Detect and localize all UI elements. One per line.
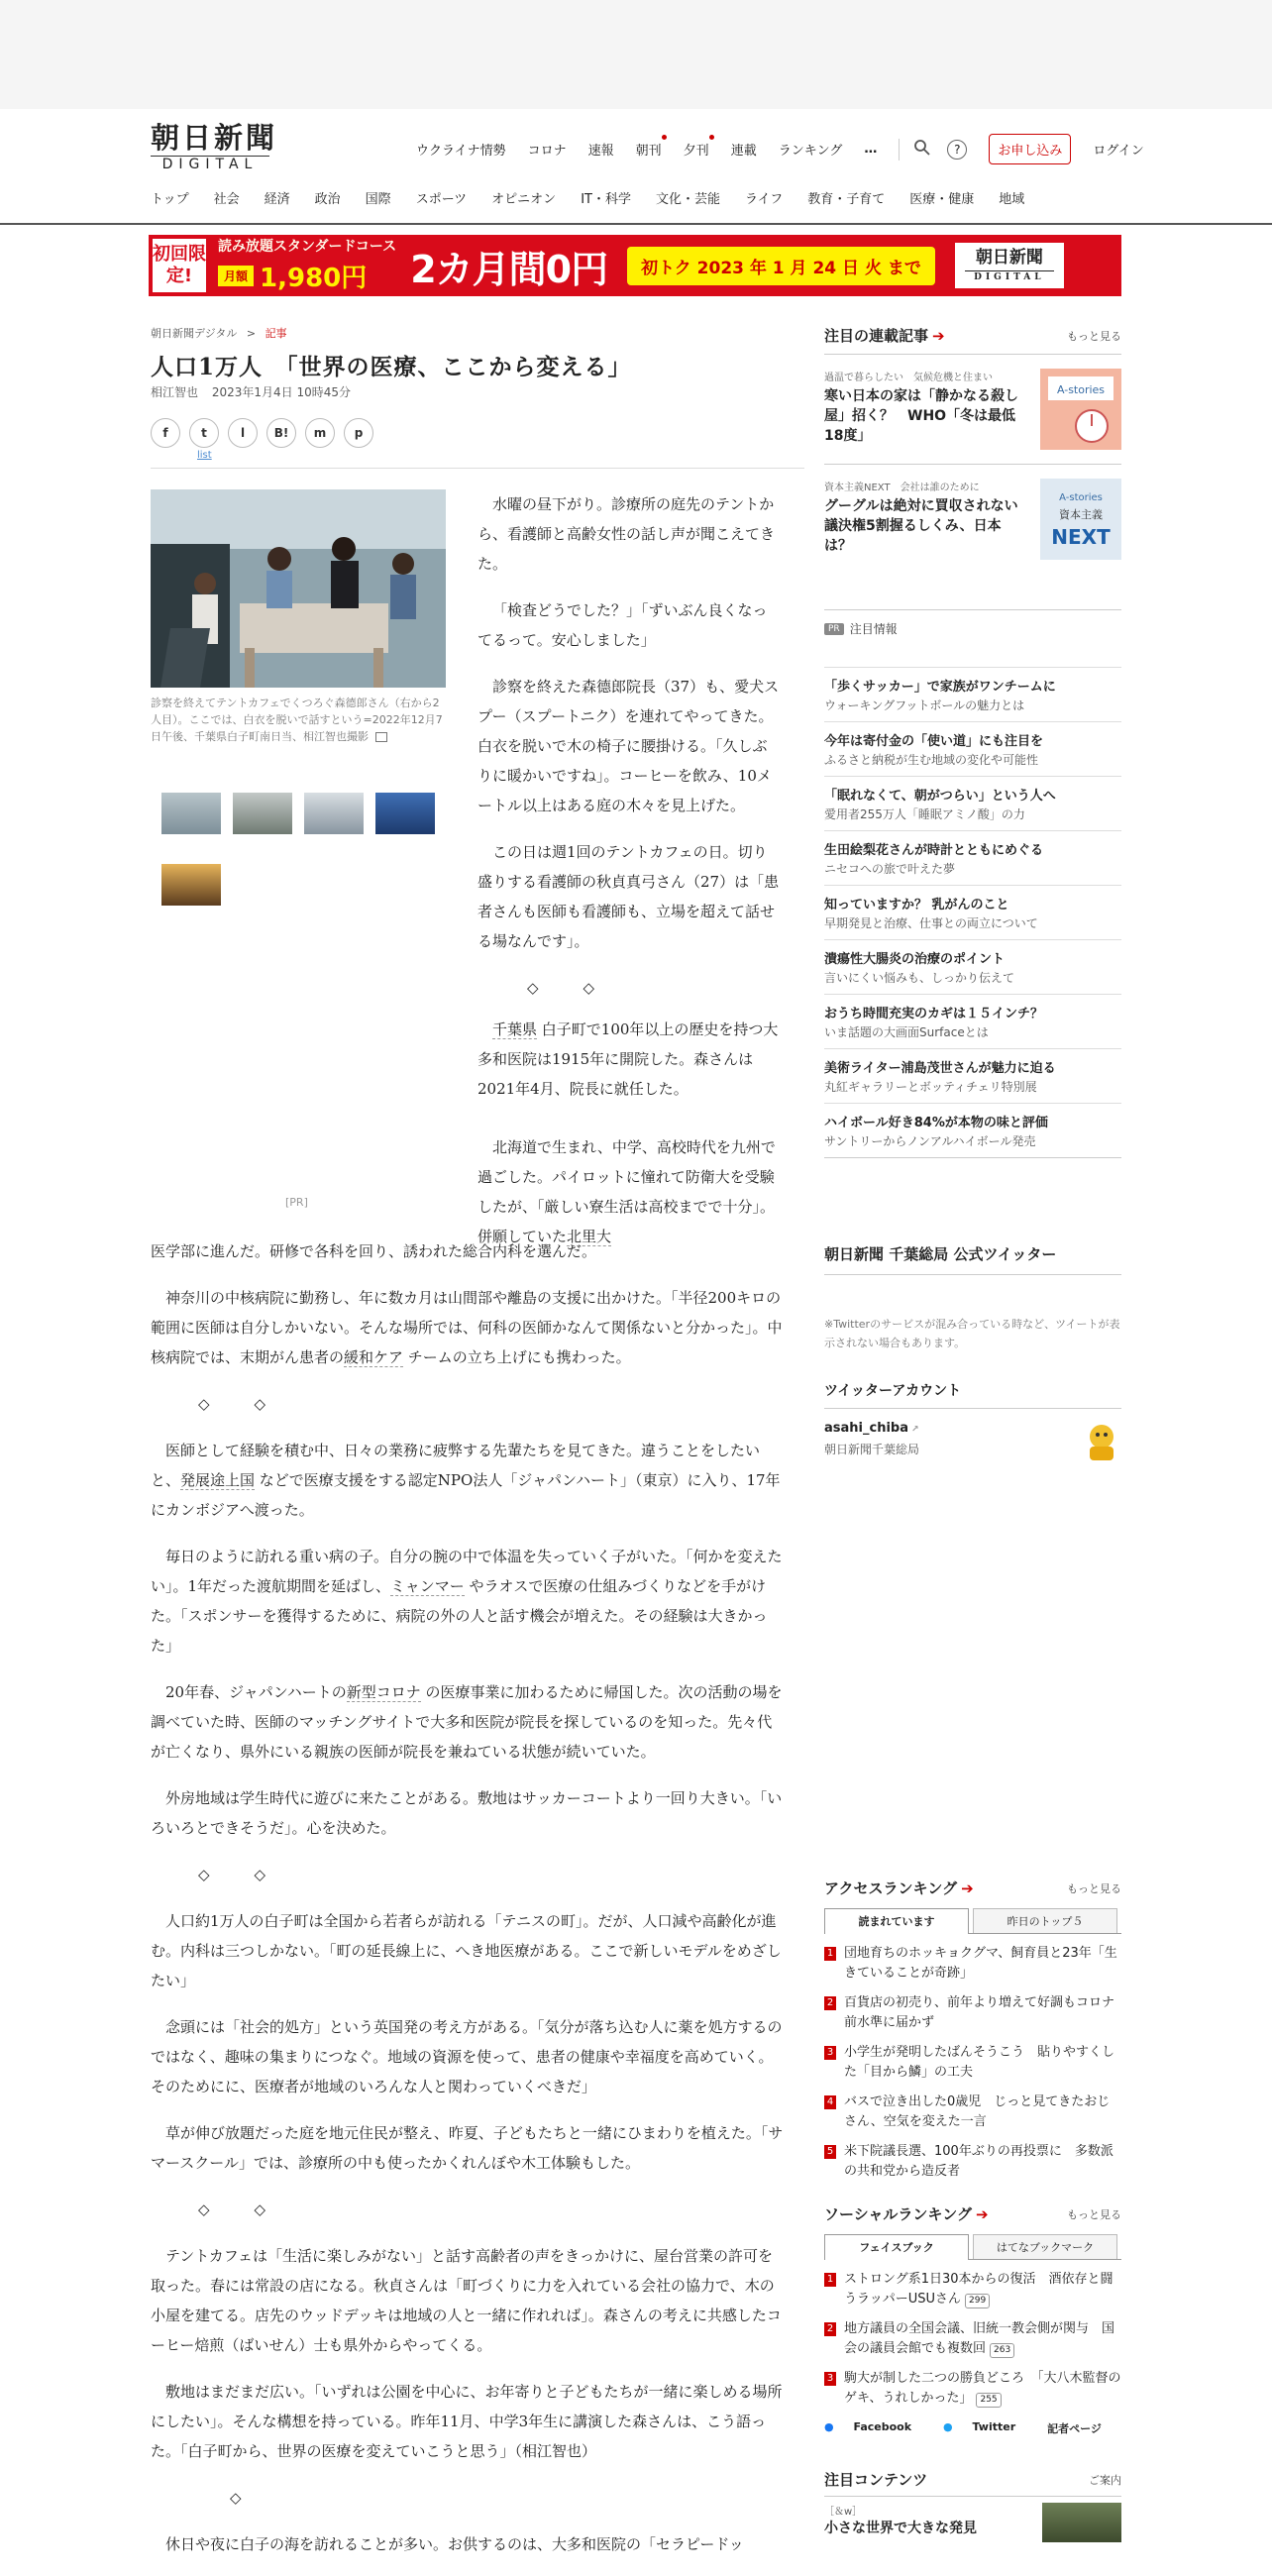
breadcrumb-current[interactable]: 記事 [265,327,287,340]
paragraph-8-text-b: などで医療支援をする認定NPO法人「ジャパンハート」（東京）に入り、17年にカンボジアへ渡った。 [151,1471,781,1519]
paragraph-6-head [477,1132,781,1251]
banner-price: 1,980円 [260,263,368,293]
site-header [0,109,1272,225]
twitter-link[interactable] [943,2420,1031,2436]
ad-headline: 潰瘍性大腸炎の治療のポイント [824,952,1006,967]
paragraph-17: 休日や夜に白子の海を訪れることが多い。お供するのは、大多和医院の「セラピードッ [165,2535,744,2553]
main-nav-society[interactable]: 社会 [213,192,240,207]
ranking-item-title: 米下院議長選、100年ぶりの再投票に 多数派の共和党から造反者 [844,2144,1113,2179]
ranking-item-title: 団地育ちのホッキョクグマ、飼育員と23年「生きていることが奇跡」 [844,1946,1117,1981]
share-count: 299 [965,2294,990,2308]
main-nav-international[interactable]: 国際 [365,192,391,207]
featured-headline: 小さな世界で大きな発見 [824,2521,977,2536]
svg-text:A-stories: A-stories [1056,383,1106,396]
paragraph-8-text-a: 医師として経験を積む中、日々の業務に疲弊する先輩たちを見てきた。違うことをしたいと、 [151,1442,761,1489]
top-nav [416,134,1144,164]
twitter-handle[interactable] [824,1421,919,1436]
twitter-share-icon[interactable]: t [189,418,219,448]
ranking-item-title: 百貨店の初売り、前年より増えて好調もコロナ前水準に届かず [844,1995,1115,2030]
paragraph-13: 念頭には「社会的処方」という英国発の考え方がある。「気分が落ち込む人に薬を処方するのではなく、趣味の集まりにつなぐ。地域の資源を使って、患者の健康や幸福度を高めていく。そのためにに、医療者が地域のいろんな人と関わっていくべきだ」 [151,2018,783,2095]
nav-breaking[interactable]: 速報 [587,144,614,159]
ranking-item[interactable] [824,2142,1121,2182]
rank-badge: 3 [824,2046,836,2060]
twitter-note: ※Twitterのサービスが混み合っている時など、ツイートが表示されない場合もあります。 [824,1318,1120,1349]
paragraph-7-text-b: チームの立ち上げにも携わった。 [403,1348,631,1366]
twitter-avatar[interactable] [1082,1421,1121,1464]
attention-header [824,610,1121,667]
social-ranking-title-link[interactable] [824,2203,989,2224]
rank-badge: 3 [824,2372,836,2386]
ads-rule-bottom [824,1157,1121,1158]
banner-logo-sub: DIGITAL [965,270,1054,283]
series-item-1-headline: 寒い日本の家は「静かなる殺し屋」招く？ WHO「冬は最低18度」 [824,388,1018,444]
series-item-1[interactable] [824,369,1121,450]
logo-sub-text: DIGITAL [151,156,269,172]
thumbnail-4[interactable] [375,793,435,834]
featured-title: 注目コンテンツ [824,2471,928,2489]
series-item-2[interactable] [824,479,1121,560]
series-rule [824,354,1121,355]
rank-badge: 2 [824,2322,836,2336]
arrow-right-icon: ➔ [975,2205,989,2223]
paragraph-10-text-b: の医療事業に加わるために帰国した。次の活動の場を調べていた時、医師のマッチングサイトで大多和医院が院長を探しているのを知った。先々代が亡くなり、県外にいる親族の医師が院長を兼ねている状態が続いていた。 [151,1683,783,1761]
paragraph-9 [151,1542,785,1661]
twitter-link-text: Twitter [972,2420,1016,2433]
facebook-link[interactable] [824,2420,927,2436]
sidebar-social-ranking [824,2203,1121,2436]
article-title: 人口1万人 「世界の医療、ここから変える」 [151,354,632,380]
reporter-page-link[interactable]: 記者ページ [1047,2422,1102,2435]
article-body-p6-top [477,1132,781,1251]
tab-yesterday-top5[interactable]: 昨日のトップ５ [973,1908,1117,1933]
main-nav-life[interactable]: ライフ [744,192,784,207]
ad-sub: 言いにくい悩みも、しっかり伝えて [824,971,1015,985]
thumbnail-1[interactable] [161,793,221,834]
rank-badge: 1 [824,1947,836,1961]
main-nav-opinion[interactable]: オピニオン [491,192,557,207]
article-byline [151,383,351,400]
section-divider: ◇ ◇ [527,979,595,997]
access-ranking-title: アクセスランキング [824,1879,958,1897]
breadcrumb-site[interactable]: 朝日新聞デジタル [151,327,238,340]
section-divider: ◇ ◇ [198,2200,266,2218]
paragraph-2: 「検査どうでした？」「ずいぶん良くなってるって。安心しました」 [477,601,768,649]
thumbnail-2[interactable] [233,793,292,834]
login-link[interactable]: ログイン [1093,144,1144,159]
paragraph-10 [151,1677,785,1767]
nav-morning[interactable]: 朝刊 [636,140,662,159]
main-nav-sports[interactable]: スポーツ [415,192,468,207]
ad-sub: 丸紅ギャラリーとボッティチェリ特別展 [824,1080,1037,1094]
sidebar-featured [824,2469,1121,2542]
section-divider: ◇ ◇ [198,1866,266,1883]
svg-text:資本主義: 資本主義 [1059,508,1103,521]
series-item-2-headline: グーグルは絶対に買収されない 議決権5割握るしくみ、日本は？ [824,498,1032,554]
article-author[interactable]: 相江智也 [151,385,199,399]
social-tabs [824,2234,1121,2260]
main-nav-top[interactable]: トップ [151,192,189,207]
main-nav-politics[interactable]: 政治 [314,192,341,207]
ad-headline: 美術ライター浦島茂世さんが魅力に迫る [824,1061,1056,1076]
ad-sub: ふるさと納税が生む地域の変化や可能性 [824,753,1039,767]
access-ranking-header [824,1878,1121,1898]
ad-headline: 生田絵梨花さんが時計とともにめぐる [824,843,1044,858]
series-title: 注目の連載記事 [824,327,929,345]
logo-main-text: 朝日新聞 [151,121,278,155]
ranking-item[interactable] [824,2093,1121,2132]
list-label[interactable]: list [197,450,212,461]
paragraph-12: 人口約1万人の白子町は全国から若者らが訪れる「テニスの町」。だが、人口減や高齢化が進む。内科は三つしかない。「町の延長線上に、へき地医療がある。ここで新しいモデルをめざしたい」 [151,1912,782,1989]
main-nav-economy[interactable]: 経済 [264,192,290,207]
featured-label: ［＆w］ [824,2507,863,2518]
access-tabs [824,1908,1121,1934]
banner-monthly-tag: 月額 [218,266,254,286]
series-item-2-thumbnail[interactable] [1040,479,1121,560]
social-more-link[interactable]: もっと見る [1067,2207,1121,2221]
social-footer-links [824,2420,1121,2436]
paragraph-16: 敷地はまだまだ広い。「いずれは公園を中心に、お年寄りと子どもたちが一緒に楽しめる場所にしたい」。そんな構想を持っている。昨年11月、中学3年生に講演した森さんは、こう語った。「白子町から、世界の医療を変えていこうと思う」（相江智也） [151,2383,783,2460]
main-nav-health[interactable]: 医療・健康 [909,192,975,207]
paragraph-1: 水曜の昼下がり。診療所の庭先のテントから、看護師と高齢女性の話し声が聞こえてきた。 [477,495,776,573]
share-count: 255 [976,2393,1001,2408]
sidebar-twitter [824,1243,1121,1464]
access-ranking-title-link[interactable] [824,1878,974,1898]
ad-item[interactable] [824,1048,1121,1103]
top-margin [0,0,1272,109]
svg-text:A-stories: A-stories [1059,492,1103,503]
gallery-icon[interactable] [375,732,387,742]
social-item-title: 地方議員の全国会議、旧統一教会側が関与 国会の議員会館でも複数回 [844,2321,1115,2356]
section-divider-single: ◇ [230,2489,242,2507]
twitter-account-rule [824,1408,1121,1409]
ad-headline: 「眠れなくて、朝がつらい」という人へ [824,789,1056,804]
paragraph-15: テントカフェは「生活に楽しみがない」と話す高齢者の声をきっかけに、屋台営業の許可を取った。春には常設の店になる。秋貞さんは「町づくりに力を入れている会社の協力で、木の小屋を建てる。店先のウッドデッキは地域の人と一緒に作れれば」。森さんの考えに共感したコーヒー焙煎（ばいせん）士も県外からやってくる。 [151,2247,782,2354]
social-ranking-item[interactable] [824,2319,1121,2359]
featured-info-link[interactable]: ご案内 [1089,2473,1121,2487]
facebook-link-text: Facebook [853,2420,912,2433]
svg-text:NEXT: NEXT [1051,525,1111,549]
section-divider: ◇ ◇ [198,1395,266,1413]
breadcrumb [151,325,287,341]
rank-badge: 2 [824,1996,836,2010]
ad-sub: 愛用者255万人「睡眠アミノ酸」の力 [824,807,1025,821]
facebook-share-icon[interactable]: f [151,418,180,448]
nav-corona[interactable]: コロナ [527,144,567,159]
ad-headline: 知っていますか？ 乳がんのこと [824,898,1009,912]
search-icon[interactable] [913,139,931,161]
signup-button[interactable]: お申し込み [989,134,1071,164]
link-developing-countries[interactable]: 発展途上国 [180,1471,256,1489]
photo-caption [151,695,446,745]
twitter-account[interactable] [824,1421,1121,1464]
facebook-icon: ● [824,2420,834,2433]
paragraph-4: この日は週1回のテントカフェの日。切り盛りする看護師の秋貞真弓さん（27）は「患者さんも医師も看護師も、立場を超えて話せる場なんです」。 [477,843,780,950]
series-more-link[interactable]: もっと見る [1067,329,1121,343]
pr-label: [PR] [285,1196,308,1209]
ad-headline: ハイボール好き84%が本物の味と評価 [824,1116,1048,1130]
article-body-right [477,489,781,1121]
main-nav [151,188,1024,207]
article-main-photo[interactable] [151,489,446,688]
main-nav-it-science[interactable]: IT・科学 [581,192,631,207]
nav-ukraine[interactable]: ウクライナ情勢 [416,144,506,159]
ad-item[interactable] [824,885,1121,939]
paragraph-3: 診察を終えた森德郎院長（37）も、愛犬スプー（スプートニク）を連れてやってきた。白衣を脱いで木の椅子に腰掛ける。「久しぶりに暖かいですね」。コーヒーを飲み、10メートル以上はある庭の木々を見上げた。 [477,678,780,814]
ranking-item-title: 小学生が発明したばんそうこう 貼りやすくした「目から鱗」の工夫 [844,2045,1115,2080]
social-ranking-item[interactable] [824,2369,1121,2409]
twitter-handle-text: asahi_chiba [824,1421,908,1436]
nav-series[interactable]: 連載 [730,144,757,159]
ad-sub: 早期発見と治療、仕事との両立について [824,916,1038,930]
pr-badge: PR [824,623,844,635]
ranking-item[interactable] [824,1944,1121,1984]
external-link-icon: ↗ [911,1425,919,1435]
featured-header [824,2469,1121,2490]
list-save-icon[interactable]: l [228,418,258,448]
thumbnail-3[interactable] [304,793,364,834]
sidebar-access-ranking [824,1878,1121,2182]
paragraph-10-text-a: 20年春、ジャパンハートの [165,1683,347,1701]
paragraph-7-text-a: 神奈川の中核病院に勤務し、年に数カ月は山間部や離島の支援に出かけた。「半径200キロの範囲に医師は自分しかいない。そんな場所では、何科の医師かなんて関係ないと分かった」。中核病院では、末期がん患者の [151,1289,783,1366]
arrow-right-icon: ➔ [961,1879,974,1897]
twitter-rule [824,1274,1121,1275]
paragraph-9-text-b: やラオスで医療の仕組みづくりなどを手がけた。「スポンサーを獲得するために、病院の外の人と話す機会が増えた。その経験は大きかった」 [151,1577,768,1655]
photo-caption-text: 診察を終えてテントカフェでくつろぐ森德郎さん（右から2人目）。ここでは、白衣を脱いで話すという=2022年12月7日午後、千葉県白子町南日当、相江智也撮影 [151,697,443,743]
link-kitasato[interactable]: 北里大 [567,1228,612,1245]
link-covid[interactable]: 新型コロナ [346,1683,421,1701]
series-header [824,325,1121,346]
article-divider [151,468,804,469]
paragraph-11: 外房地域は学生時代に遊びに来たことがある。敷地はサッカーコートより一回り大きい。「いろいろとできそうだ」。心を決めた。 [151,1789,783,1837]
social-ranking-title: ソーシャルランキング [824,2205,972,2223]
main-nav-culture[interactable]: 文化・芸能 [655,192,720,207]
tab-facebook[interactable]: フェイスブック [824,2234,969,2260]
paragraph-9-text-a: 毎日のように訪れる重い病の子。自分の腕の中で体温を失っていく子がいた。「何かを変えたい」。1年だった渡航期間を延ばし、 [151,1548,783,1595]
nav-ranking[interactable]: ランキング [778,144,843,159]
paragraph-6-tail: 医学部に進んだ。研修で各科を回り、誘われた総合内科を選んだ。 [151,1242,597,1260]
social-ranking-item[interactable] [824,2270,1121,2309]
ad-item[interactable] [824,721,1121,776]
article-date: 2023年1月4日 10時45分 [211,385,352,399]
sidebar-series [824,325,1121,560]
subscription-banner[interactable] [149,235,1121,296]
link-myanmar[interactable]: ミャンマー [390,1577,465,1595]
twitter-section-title [824,1243,1121,1264]
ad-sub: サントリーからノンアルハイボール発売 [824,1134,1036,1148]
paragraph-5 [477,1015,781,1104]
ad-headline: 今年は寄付金の「使い道」にも注目を [824,734,1044,749]
banner-logo [955,243,1064,288]
ranking-item[interactable] [824,2043,1121,2083]
twitter-account-name: 朝日新聞千葉総局 [824,1443,920,1456]
twitter-account-title [824,1380,1121,1400]
sidebar-attention [824,609,1121,1158]
social-ranking-header [824,2203,1121,2224]
ad-item[interactable] [824,994,1121,1048]
series-rule-2 [824,464,1121,465]
ad-item[interactable] [824,1103,1121,1157]
ad-headline: 「歩くサッカー」で家族がワンチームに [824,680,1056,695]
series-item-1-series: 過温で暮らしたい 気候危機と住まい [824,373,993,383]
ad-headline: おうち時間充実のカギは１５インチ？ [824,1007,1044,1021]
featured-rule [824,2496,1121,2497]
ranking-item[interactable] [824,1993,1121,2033]
social-item-title: ストロング系1日30本からの復活 酒依存と闘うラッパーUSUさん [844,2272,1113,2307]
article-body-full [151,1236,785,2576]
banner-logo-text: 朝日新聞 [975,248,1043,268]
print-icon[interactable]: p [344,418,373,448]
paragraph-8 [151,1436,785,1525]
banner-first-time: 初回限定! [153,239,206,292]
series-item-1-thumbnail[interactable] [1040,369,1121,450]
paragraph-6-text-a: 北海道で生まれ、中学、高校時代を九州で過ごした。パイロットに憧れて防衛大を受験したが、「厳しい寮生活は高校までで十分」。併願していた [477,1138,776,1245]
nav-evening[interactable]: 夕刊 [684,140,709,159]
hatena-bookmark-icon[interactable]: B! [266,418,296,448]
paragraph-7 [151,1283,785,1372]
thumbnail-5[interactable] [161,864,221,906]
twitter-title: 朝日新聞 千葉総局 公式ツイッター [824,1245,1057,1263]
paragraph-5-text: 白子町で100年以上の歴史を持つ大多和医院は1915年に開院した。森さんは2021年4月、院長に就任した。 [477,1020,779,1098]
breadcrumb-separator: > [246,327,257,340]
main-nav-education[interactable]: 教育・子育て [807,192,886,207]
ad-item[interactable] [824,667,1121,721]
nav-separator [899,139,900,161]
paragraph-14: 草が伸び放題だった庭を地元住民が整え、昨夏、子どもたちと一緒にひまわりを植えた。「サマースクール」では、診療所の中も使ったかくれんぼや木工体験もした。 [151,2124,784,2172]
link-palliative-care[interactable]: 緩和ケア [344,1348,404,1366]
link-chiba[interactable]: 千葉県 [492,1020,538,1038]
twitter-account-title-text: ツイッターアカウント [824,1383,962,1399]
banner-deadline: 初トク 2023 年 1 月 24 日 火 まで [627,247,935,285]
ranking-item-title: バスで泣き出した0歳児 じっと見てきたおじさん、空気を変えた一言 [844,2094,1111,2129]
mail-share-icon[interactable]: m [305,418,335,448]
ad-item[interactable] [824,776,1121,830]
featured-item[interactable] [824,2503,1121,2542]
help-icon[interactable]: ? [947,140,967,160]
rank-badge: 4 [824,2095,836,2109]
share-count: 263 [990,2343,1014,2358]
twitter-icon: ● [943,2420,953,2433]
nav-more[interactable]: … [864,142,878,157]
share-buttons [151,418,382,448]
series-title-link[interactable] [824,325,945,346]
banner-free-months: 2カ月間0円 [410,247,608,291]
banner-course [218,238,396,294]
rank-badge: 1 [824,2273,836,2287]
featured-thumbnail[interactable] [1042,2503,1121,2542]
tab-most-read[interactable]: 読まれています [824,1908,969,1934]
arrow-right-icon: ➔ [932,327,945,345]
ad-sub: ニセコへの旅で叶えた夢 [824,862,956,876]
banner-course-name: 読み放題スタンダードコース [218,238,397,255]
social-item-title: 駒大が制した二つの勝負どころ 「大八木監督のゲキ、うれしかった」 [844,2371,1121,2406]
main-nav-region[interactable]: 地域 [999,192,1025,207]
attention-title: 注目情報 [849,622,898,636]
rank-badge: 5 [824,2145,836,2159]
ad-item[interactable] [824,939,1121,994]
site-logo[interactable] [151,121,289,172]
ad-item[interactable] [824,830,1121,885]
ad-sub: ウォーキングフットボールの魅力とは [824,698,1025,712]
access-more-link[interactable]: もっと見る [1067,1881,1121,1895]
ad-sub: いま話題の大画面Surfaceとは [824,1025,989,1039]
series-item-2-series: 資本主義NEXT 会社は誰のために [824,483,980,493]
tab-hatena[interactable]: はてなブックマーク [973,2234,1117,2259]
